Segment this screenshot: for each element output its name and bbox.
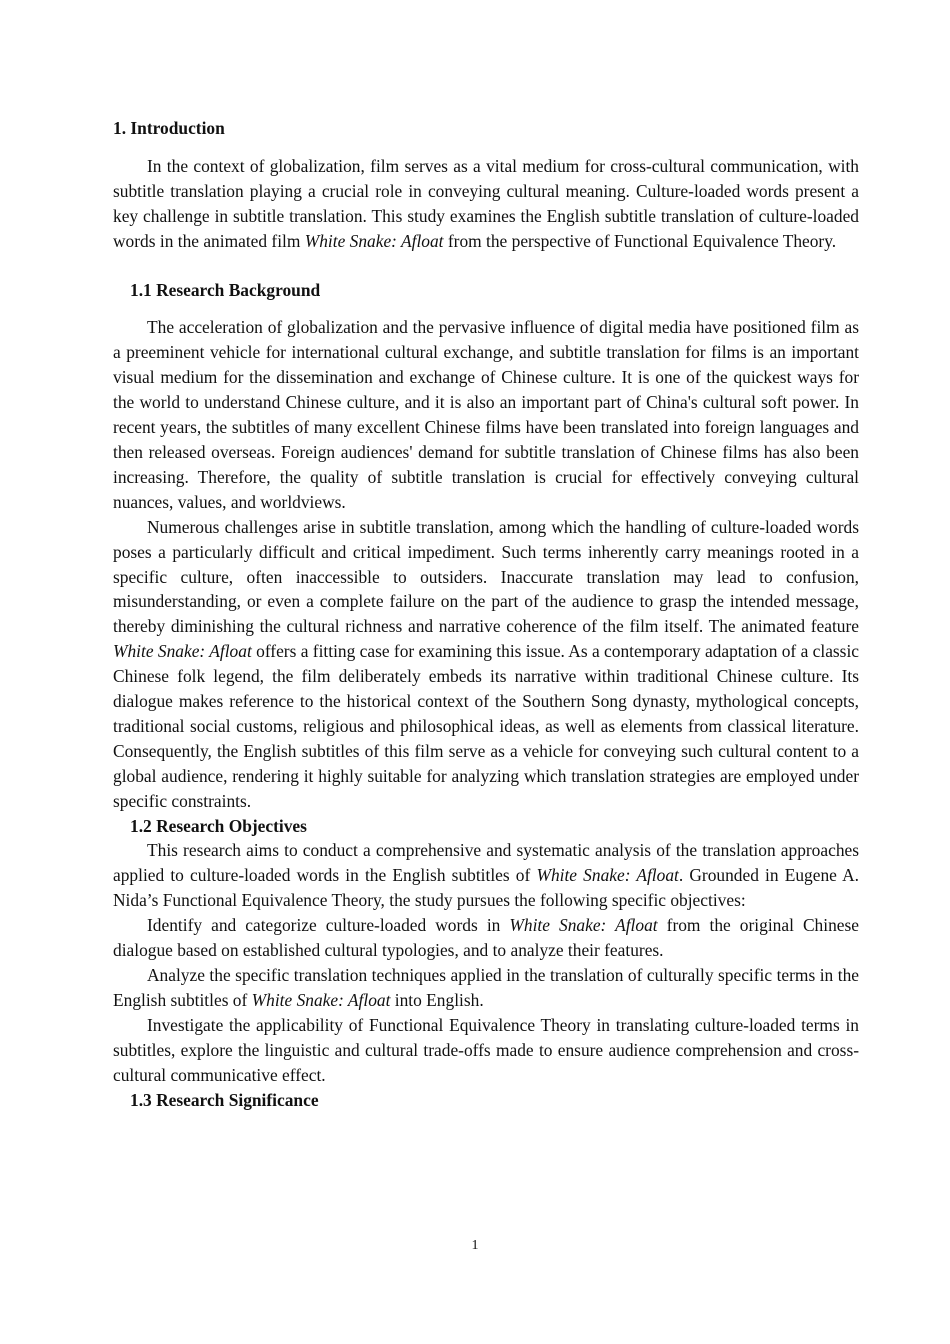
film-title: White Snake: Afloat [251, 989, 391, 1010]
paragraph-text: from the perspective of Functional Equivalence Theory. [443, 230, 837, 251]
film-title: White Snake: Afloat [509, 915, 658, 936]
background-paragraph-2 [113, 515, 859, 814]
paragraph-text: In the context of globalization, film serves as a vital medium for cross-cultural communication, with subtitle translation playing a crucial role in conveying cultural meaning. Culture-loaded words present a key challenge in subtitle translation. This study examines the English subtitle translation of culture-loaded words in the animated film [113, 155, 859, 251]
objectives-paragraph-2 [113, 913, 859, 963]
page-number: 1 [471, 1238, 479, 1253]
paragraph-text: . Grounded in Eugene A. Nida’s Functional Equivalence Theory, the study pursues the following specific objectives: [113, 865, 859, 911]
paragraph-text: into English. [390, 989, 484, 1010]
page-body [113, 116, 859, 1112]
section-heading-research-background: 1.1 Research Background [130, 279, 321, 300]
paragraph-text: Analyze the specific translation techniques applied in the translation of culturally specific terms in the English subtitles of [113, 965, 859, 1010]
paragraph-text: offers a fitting case for examining this issue. As a contemporary adaptation of a classic Chinese folk legend, the film deliberately embeds its narrative within traditional Chinese culture. Its dialogue makes reference to the historical context of the Southern Song dynasty, mythological concepts, traditional social customs, religious and philosophical ideas, as well as elements from classical literature. Consequently, the English subtitles of this film serve as a vehicle for conveying such cultural content to a global audience, rendering it highly suitable for analyzing which translation strategies are employed under specific constraints. [113, 641, 859, 811]
objectives-paragraph-1 [113, 838, 859, 913]
film-title: White Snake: Afloat [536, 865, 679, 886]
background-paragraph-1: The acceleration of globalization and the pervasive influence of digital media have positioned film as a preeminent vehicle for international cultural exchange, and subtitle translation for films is an important visual medium for the dissemination and exchange of Chinese culture. It is one of the quickest ways for the world to understand Chinese culture, and it is also an important part of China's cultural soft power. In recent years, the subtitles of many excellent Chinese films have been translated into foreign languages and then released overseas. Foreign audiences' demand for subtitle translation of Chinese films has also been increasing. Therefore, the quality of subtitle translation is crucial for effectively conveying cultural nuances, values, and worldviews. [113, 317, 859, 512]
introduction-paragraph [113, 154, 859, 254]
paragraph-text: Identify and categorize culture-loaded words in [147, 915, 510, 936]
paragraph-text: This research aims to conduct a comprehensive and systematic analysis of the translation approaches applied to culture-loaded words in the English subtitles of [113, 840, 859, 886]
paragraph-text: Numerous challenges arise in subtitle translation, among which the handling of culture-loaded words poses a particularly difficult and critical impediment. Such terms inherently carry meanings rooted in a specific culture, often inaccessible to outsiders. Inaccurate translation may lead to confusion, misunderstanding, or even a complete failure on the part of the audience to grasp the intended message, thereby diminishing the cultural richness and narrative coherence of the film itself. The animated feature [113, 516, 859, 637]
section-heading-introduction: 1. Introduction [113, 118, 225, 138]
section-heading-research-significance: 1.3 Research Significance [130, 1089, 319, 1110]
film-title: White Snake: Afloat [304, 230, 444, 251]
section-heading-research-objectives: 1.2 Research Objectives [130, 815, 307, 836]
objectives-paragraph-4: Investigate the applicability of Functional Equivalence Theory in translating culture-loaded terms in subtitles, explore the linguistic and cultural trade-offs made to ensure audience comprehension and cross-cultural communicative effect. [113, 1014, 859, 1085]
film-title: White Snake: Afloat [113, 641, 252, 662]
paragraph-text: from the original Chinese dialogue based on established cultural typologies, and to analyze their features. [113, 915, 859, 961]
objectives-paragraph-3 [113, 963, 859, 1013]
